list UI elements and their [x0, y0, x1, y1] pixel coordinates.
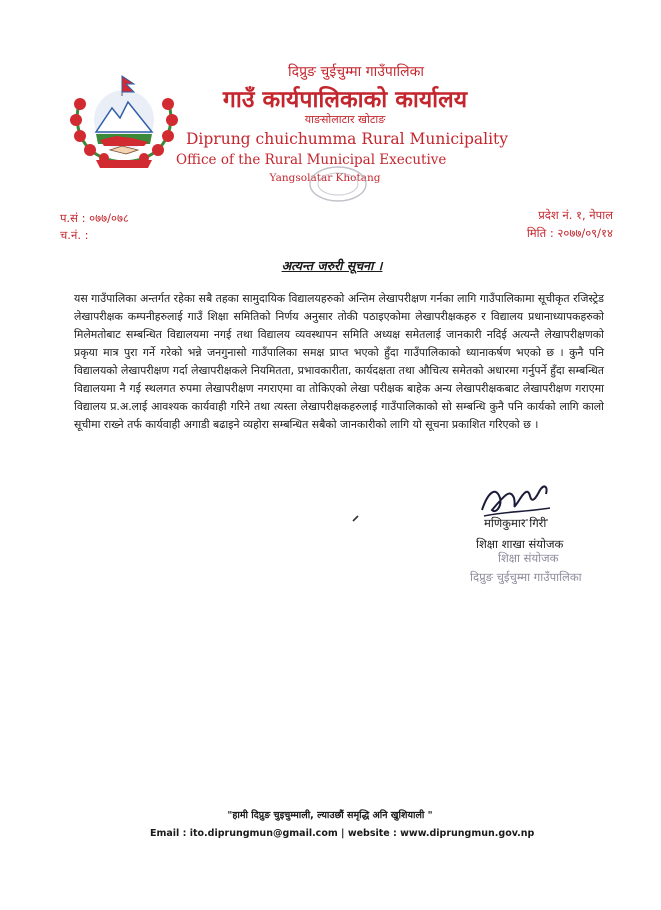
- letter-number: प.सं : ०७७/०७८: [60, 211, 129, 225]
- dispatch-number: च.नं. :: [60, 228, 89, 242]
- notice-body: यस गाउँपालिका अन्तर्गत रहेका सबै तहका सामुदायिक विद्यालयहरुको अन्तिम लेखापरीक्षण गर्नका लागि गाउँपालिकामा सूचीकृत रजिस्ट्रेड लेखापरीक्षक कम्पनीहरुलाई गाउँ शिक्षा समितिको निर्णय अनुसार तोकी पठाइएकोमा लेखापरीक्षकहरु र विद्यालय प्रधानाध्यापकहरुको मिलेमतोबाट सम्बन्धित विद्यालयमा नगई तथा विद्यालय व्यवस्थापन समिति अध्यक्ष समेतलाई जानकारी नदिई अत्यन्तै लेखापरीक्षणको प्रकृया मात्र पुरा गर्ने गरेको भन्ने जनगुनासो गाउँपालिका समक्ष प्राप्त भएको हुँदा गाउँपालिकाको ध्यानाकर्षण भएको छ । कुनै पनि विद्यालयको लेखापरीक्षण गर्दा लेखापरीक्षकले नियमितता, प्रभावकारीता, कार्यदक्षता तथा औचित्य समेतको अधारमा गर्नुपर्ने हुँदा सम्बन्धित विद्यालयमा नै गई स्थलगत रुपमा लेखापरीक्षण नगराएमा वा तोकिएको लेखा परीक्षक बाहेक अन्य लेखापरीक्षकबाट लेखापरीक्षण गराएमा विद्यालय प्र.अ.लाई आवश्यक कार्यवाही गरिने तथा त्यस्ता लेखापरीक्षकहरुलाई गाउँपालिकाको सो सम्बन्धि कुनै पनि कार्यको लागि कालो सूचीमा राख्ने तर्फ कार्यवाही अगाडी बढाइने व्यहोरा सम्बन्धित सबैको जानकारीको लागि यो सूचना प्रकाशित गरिएको छ ।: [74, 292, 604, 431]
- office-stamp-icon: [306, 164, 370, 204]
- province-label: प्रदेश नं. १, नेपाल: [538, 208, 613, 222]
- office-name-english: Office of the Rural Municipal Executive: [176, 152, 447, 168]
- location-english: Yangsolatar Khotang: [269, 172, 381, 184]
- letter-date: मिति : २०७७/०९/१४: [526, 226, 613, 240]
- signatory-name: मणिकुमार गिरी: [484, 516, 547, 530]
- pen-mark-icon: [352, 514, 360, 522]
- nepal-emblem-icon: [66, 74, 182, 170]
- notice-subject: अत्यन्त जरुरी सूचना ।: [281, 258, 383, 273]
- office-name-nepali: गाउँ कार्यपालिकाको कार्यालय: [222, 87, 468, 113]
- seal-municipality: दिप्रुङ चुईचुम्मा गाउँपालिका: [470, 570, 582, 584]
- footer-motto: "हामी दिप्रुङ चुइचुम्माली, ल्याउछौं समृद्धि अनि खुशियाली ": [227, 810, 433, 821]
- signatory-title: शिक्षा शाखा संयोजक: [476, 537, 564, 551]
- location-nepali: याङसोलाटार खोटाङ: [304, 113, 386, 126]
- municipality-name-english: Diprung chuichumma Rural Municipality: [186, 130, 509, 148]
- seal-designation: शिक्षा संयोजक: [498, 551, 559, 565]
- municipality-name-nepali: दिप्रुङ चुईचुम्मा गाउँपालिका: [288, 64, 424, 80]
- footer-contact: Email : ito.diprungmun@gmail.com | website : www.diprungmun.gov.np: [150, 828, 535, 839]
